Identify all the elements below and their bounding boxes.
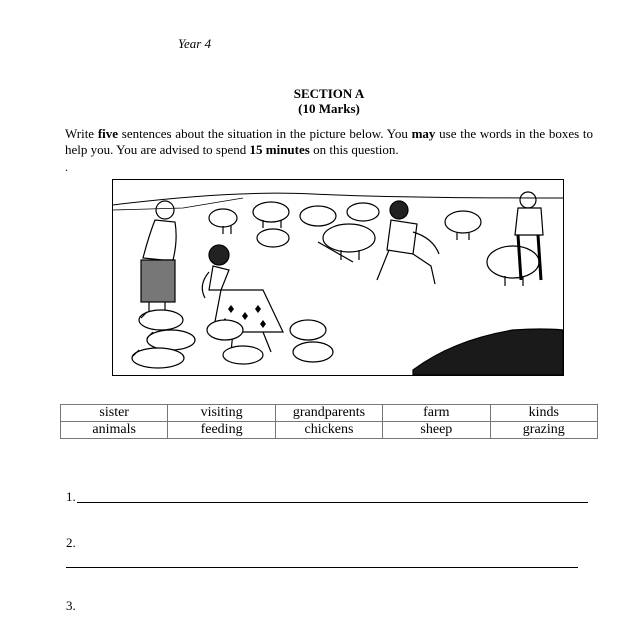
section-title: SECTION A bbox=[293, 86, 365, 101]
word-row bbox=[61, 422, 598, 439]
word-cell: visiting bbox=[168, 405, 275, 422]
answer-1-line[interactable] bbox=[77, 502, 588, 503]
instr-text-3: use the words in the boxes to help you. You are advised to spend bbox=[65, 126, 593, 157]
word-cell: grazing bbox=[490, 422, 597, 439]
word-cell: grandparents bbox=[275, 405, 382, 422]
section-heading bbox=[10, 86, 638, 116]
grandmother-head bbox=[156, 201, 174, 219]
word-row bbox=[61, 405, 598, 422]
word-cell: sheep bbox=[383, 422, 490, 439]
word-box-table bbox=[60, 404, 598, 439]
answer-1-number: 1. bbox=[66, 489, 76, 504]
instr-text-4: on this question. bbox=[309, 142, 399, 157]
section-marks: (10 Marks) bbox=[298, 101, 360, 116]
instr-bold-time: 15 minutes bbox=[249, 142, 310, 157]
farm-illustration bbox=[113, 180, 563, 375]
instructions bbox=[65, 126, 593, 158]
year-label: Year 4 bbox=[178, 36, 212, 51]
instr-text-2: sentences about the situation in the picture below. You bbox=[118, 126, 412, 141]
word-cell: animals bbox=[61, 422, 168, 439]
word-cell: feeding bbox=[168, 422, 275, 439]
answer-2-line[interactable] bbox=[66, 567, 578, 568]
word-cell: chickens bbox=[275, 422, 382, 439]
answer-3-number: 3. bbox=[66, 598, 76, 613]
word-cell: farm bbox=[383, 405, 490, 422]
instr-bold-five: five bbox=[97, 126, 119, 141]
instr-bold-may: may bbox=[411, 126, 436, 141]
answer-2-number: 2. bbox=[66, 535, 76, 550]
stray-dot: . bbox=[65, 160, 68, 174]
instr-text-1: Write bbox=[65, 126, 98, 141]
word-cell: sister bbox=[61, 405, 168, 422]
word-cell: kinds bbox=[490, 405, 597, 422]
farm-picture bbox=[112, 179, 564, 376]
